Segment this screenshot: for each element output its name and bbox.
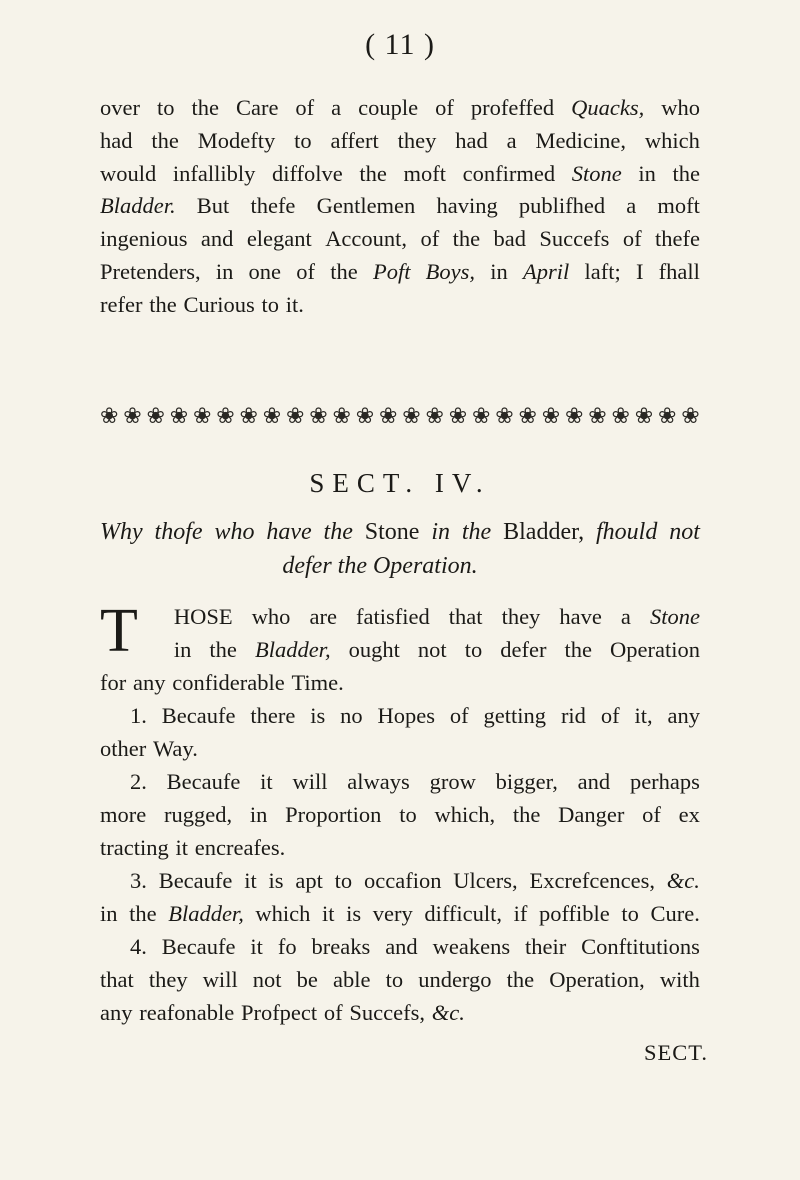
- word: occafion: [364, 868, 442, 893]
- word: Care: [235, 95, 279, 120]
- body-line: [100, 831, 700, 864]
- word: grow: [429, 769, 476, 794]
- word: if: [513, 901, 528, 926]
- word: thefe: [250, 193, 296, 219]
- word: of: [435, 95, 454, 120]
- section-heading: SECT. IV.: [309, 468, 491, 498]
- word: reafonable: [139, 1000, 235, 1025]
- ornament-flower-icon: ❀: [611, 405, 630, 429]
- word: of: [449, 703, 469, 728]
- ornament-flower-icon: ❀: [448, 405, 468, 429]
- word: thofe: [154, 519, 203, 545]
- word: Proportion: [285, 802, 382, 827]
- word: Stone: [364, 519, 420, 545]
- word: undergo: [418, 967, 492, 992]
- word: I: [635, 258, 644, 284]
- word: bigger,: [495, 769, 558, 794]
- word: to: [294, 127, 312, 153]
- word: &c.: [666, 868, 700, 893]
- word: it: [175, 835, 188, 860]
- word: ought: [348, 637, 400, 662]
- word: But: [196, 193, 230, 219]
- word: 3.: [130, 868, 147, 893]
- ornament-flower-icon: ❀: [193, 405, 212, 429]
- word: to: [464, 637, 483, 662]
- body-paragraph: [100, 597, 700, 1029]
- word: it: [250, 934, 263, 959]
- word: the: [209, 637, 237, 662]
- word: it: [322, 901, 335, 926]
- word: breaks: [311, 934, 371, 959]
- word: infallibly: [172, 160, 256, 186]
- word: April: [523, 258, 570, 284]
- word: which: [255, 901, 311, 926]
- word: ingenious: [100, 226, 188, 252]
- word: having: [436, 193, 498, 219]
- word: poffible: [538, 901, 610, 926]
- body-line: [144, 600, 700, 633]
- word: and: [200, 226, 234, 252]
- word: of: [295, 95, 315, 120]
- ornament-flower-icon: ❀: [239, 405, 258, 429]
- word: in: [638, 160, 656, 186]
- word: they: [148, 967, 188, 992]
- word: of: [323, 1000, 343, 1025]
- word: and: [385, 934, 418, 959]
- word: diffolve: [271, 160, 343, 186]
- word: which: [644, 127, 700, 153]
- ornament-flower-icon: ❀: [402, 405, 421, 429]
- word: Becaufe: [161, 934, 236, 959]
- word: had: [100, 127, 133, 153]
- word: Danger: [558, 802, 625, 827]
- word: other: [100, 736, 147, 761]
- word: Ulcers,: [453, 868, 518, 893]
- word: they: [397, 127, 437, 153]
- word: is: [268, 868, 284, 893]
- intro-line: [100, 125, 700, 158]
- word: who: [661, 95, 700, 120]
- word: a: [620, 604, 631, 629]
- word: will: [292, 769, 328, 794]
- word: publifhed: [518, 193, 606, 219]
- word: not: [252, 967, 282, 992]
- word: to: [261, 291, 279, 317]
- ornament-flower-icon: ❀: [425, 405, 444, 429]
- word: the: [452, 226, 481, 252]
- ornament-flower-icon: ❀: [146, 405, 165, 429]
- word: in: [249, 802, 268, 827]
- ornament-flower-icon: ❀: [541, 405, 561, 429]
- word: moft: [403, 160, 447, 186]
- word: who: [214, 519, 255, 545]
- ornament-flower-icon: ❀: [262, 405, 282, 429]
- body-line: [100, 666, 700, 699]
- word: the: [151, 127, 179, 153]
- word: apt: [295, 868, 323, 893]
- word: fo: [277, 934, 297, 959]
- word: the: [359, 160, 387, 186]
- word: always: [347, 769, 410, 794]
- word: Quacks,: [571, 95, 645, 120]
- ornament-flower-icon: ❀: [495, 405, 514, 429]
- word: the: [323, 519, 353, 545]
- word: the: [149, 291, 177, 317]
- body-line: [100, 798, 700, 831]
- ornament-flower-icon: ❀: [332, 405, 351, 429]
- word: profeffed: [470, 95, 555, 120]
- word: of: [420, 226, 440, 252]
- word: of: [622, 226, 642, 252]
- ornament-flower-icon: ❀: [472, 405, 491, 429]
- word: ex: [678, 802, 700, 827]
- word: affert: [330, 127, 379, 153]
- ornament-flower-icon: ❀: [681, 405, 700, 429]
- word: Time.: [291, 670, 344, 695]
- section-subtitle-line-2: defer the Operation.: [282, 553, 478, 579]
- word: one: [248, 258, 282, 284]
- ornament-divider: [100, 405, 700, 429]
- word: encreafes.: [194, 835, 286, 860]
- word: Poft: [372, 258, 411, 284]
- word: Succefs,: [349, 1000, 426, 1025]
- word: had: [455, 127, 488, 153]
- word: Bladder,: [168, 901, 244, 926]
- body-line: [100, 897, 700, 930]
- word: 4.: [130, 934, 147, 959]
- word: of: [642, 802, 661, 827]
- word: would: [100, 160, 157, 186]
- word: Modefty: [197, 127, 276, 153]
- intro-line: [100, 158, 700, 191]
- body-line: [100, 732, 700, 765]
- word: Becaufe: [166, 769, 241, 794]
- word: rugged,: [164, 802, 233, 827]
- catchword: SECT.: [644, 1040, 708, 1065]
- section-subtitle: [100, 515, 700, 583]
- word: who: [251, 604, 291, 629]
- body-line: [100, 699, 700, 732]
- word: Gentlemen: [316, 193, 416, 219]
- word: Stone: [571, 160, 622, 186]
- word: rid: [560, 703, 586, 728]
- word: it,: [634, 703, 653, 728]
- ornament-flower-icon: ❀: [286, 405, 305, 429]
- word: is: [310, 703, 326, 728]
- ornament-flower-icon: ❀: [658, 405, 677, 429]
- word: over: [100, 95, 140, 120]
- word: fhould: [596, 519, 658, 545]
- word: fhall: [658, 258, 700, 284]
- word: to: [156, 95, 175, 120]
- word: it.: [285, 291, 304, 317]
- word: be: [296, 967, 318, 992]
- ornament-flower-icon: ❀: [100, 405, 119, 429]
- word: any: [100, 1000, 133, 1025]
- word: that: [100, 967, 134, 992]
- word: Profpect: [240, 1000, 318, 1025]
- word: the: [191, 95, 219, 120]
- word: have: [266, 519, 312, 545]
- word: the: [564, 637, 592, 662]
- word: fatisfied: [356, 604, 430, 629]
- word: any: [667, 703, 700, 728]
- word: very: [372, 901, 413, 926]
- word: &c.: [431, 1000, 465, 1025]
- word: Operation: [610, 637, 700, 662]
- word: perhaps: [629, 769, 700, 794]
- word: to: [399, 802, 417, 827]
- page-number: ( 11 ): [365, 28, 435, 61]
- word: they: [501, 604, 541, 629]
- word: in: [431, 519, 450, 545]
- ornament-flower-icon: ❀: [518, 405, 537, 429]
- word: laft;: [584, 258, 621, 284]
- word: with: [659, 967, 700, 992]
- word: Pretenders,: [100, 258, 201, 284]
- intro-paragraph: [100, 92, 700, 322]
- intro-line: [100, 92, 700, 125]
- ornament-flower-icon: ❀: [309, 405, 328, 429]
- word: to: [621, 901, 639, 926]
- word: Why: [100, 519, 143, 545]
- word: Cure.: [650, 901, 700, 926]
- word: Succefs: [539, 226, 610, 252]
- word: the: [672, 160, 700, 186]
- word: the: [506, 967, 535, 992]
- word: and: [577, 769, 611, 794]
- drop-cap: T: [100, 597, 138, 665]
- word: of: [296, 258, 316, 284]
- word: in: [100, 901, 118, 926]
- word: of: [600, 703, 620, 728]
- word: Bladder.: [100, 193, 176, 219]
- word: Account,: [325, 226, 408, 252]
- word: will: [202, 967, 238, 992]
- word: Operation,: [549, 967, 645, 992]
- ornament-flower-icon: ❀: [355, 405, 375, 429]
- word: their: [525, 934, 567, 959]
- word: is: [346, 901, 362, 926]
- word: thefe: [654, 226, 700, 252]
- word: HOSE: [173, 604, 233, 629]
- intro-line: [100, 223, 700, 256]
- word: refer: [100, 291, 143, 317]
- word: not: [669, 519, 700, 545]
- word: difficult,: [424, 901, 503, 926]
- word: confiderable: [172, 670, 285, 695]
- word: in: [215, 258, 234, 284]
- word: are: [309, 604, 337, 629]
- word: to: [385, 967, 404, 992]
- body-line: [100, 930, 700, 963]
- word: weakens: [432, 934, 511, 959]
- word: getting: [483, 703, 547, 728]
- word: defer: [500, 637, 547, 662]
- word: a: [506, 127, 517, 153]
- word: Medicine,: [535, 127, 627, 153]
- word: Bladder,: [254, 637, 331, 662]
- word: confirmed: [462, 160, 556, 186]
- word: couple: [358, 95, 419, 120]
- word: have: [559, 604, 602, 629]
- ornament-flower-icon: ❀: [379, 405, 398, 429]
- word: tracting: [100, 835, 169, 860]
- word: the: [512, 802, 541, 827]
- word: Excrefcences,: [529, 868, 655, 893]
- body-line: [100, 963, 700, 996]
- body-line: [100, 765, 700, 798]
- ornament-flower-icon: ❀: [169, 405, 189, 429]
- word: moft: [657, 193, 700, 219]
- word: Hopes: [377, 703, 436, 728]
- body-line: [100, 996, 700, 1029]
- intro-line: [100, 190, 700, 223]
- word: which,: [434, 802, 496, 827]
- word: 1.: [130, 703, 147, 728]
- word: Becaufe: [158, 868, 233, 893]
- word: Stone: [649, 604, 700, 629]
- word: not: [417, 637, 447, 662]
- word: no: [340, 703, 363, 728]
- word: a: [331, 95, 342, 120]
- ornament-flower-icon: ❀: [565, 405, 584, 429]
- word: Conftitutions: [581, 934, 700, 959]
- word: 2.: [130, 769, 147, 794]
- word: any: [133, 670, 166, 695]
- word: the: [461, 519, 492, 545]
- body-line: [100, 864, 700, 897]
- word: Boys,: [425, 258, 476, 284]
- word: elegant: [246, 226, 312, 252]
- word: Curious: [183, 291, 255, 317]
- word: more: [100, 802, 147, 827]
- ornament-flower-icon: ❀: [216, 405, 235, 429]
- word: the: [330, 258, 358, 284]
- word: it: [244, 868, 257, 893]
- word: Becaufe: [161, 703, 236, 728]
- ornament-flower-icon: ❀: [123, 405, 142, 429]
- body-line: [144, 633, 700, 666]
- word: the: [129, 901, 157, 926]
- word: a: [626, 193, 637, 219]
- word: it: [260, 769, 273, 794]
- word: there: [250, 703, 296, 728]
- ornament-flower-icon: ❀: [588, 405, 607, 429]
- word: able: [333, 967, 371, 992]
- section-subtitle-line-1: [100, 515, 700, 549]
- word: bad: [493, 226, 527, 252]
- word: Bladder,: [503, 519, 585, 545]
- word: to: [334, 868, 353, 893]
- word: for: [100, 670, 127, 695]
- word: in: [490, 258, 508, 284]
- word: Way.: [152, 736, 198, 761]
- intro-line: [100, 256, 700, 289]
- intro-line: [100, 289, 700, 322]
- ornament-flower-icon: ❀: [634, 405, 654, 429]
- word: in: [173, 637, 192, 662]
- word: that: [448, 604, 483, 629]
